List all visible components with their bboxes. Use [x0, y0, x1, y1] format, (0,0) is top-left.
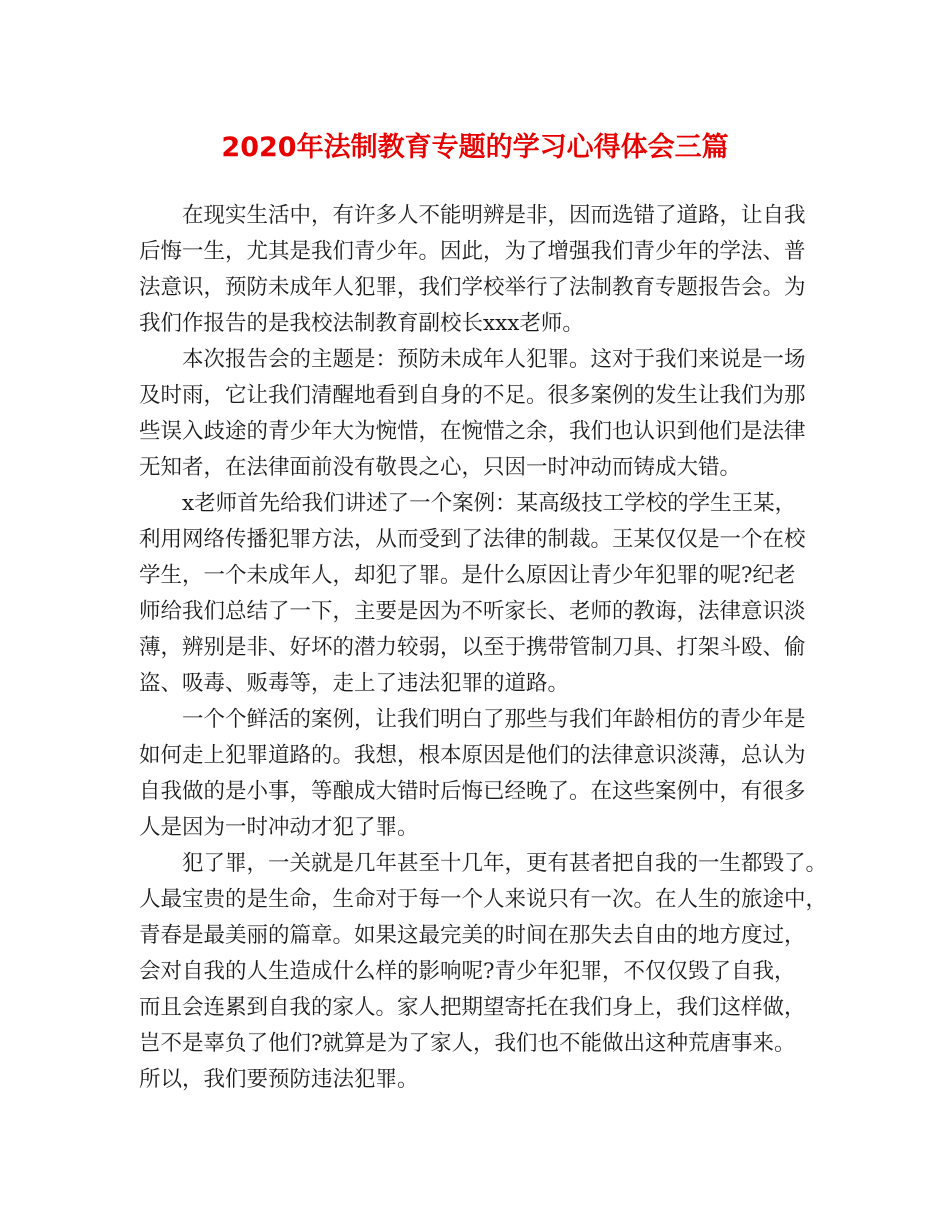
- paragraph: [139, 702, 825, 846]
- paragraph-line: 学生，一个未成年人，却犯了罪。是什么原因让青少年犯罪的呢?纪老: [139, 563, 796, 588]
- paragraph-line: 所以，我们要预防违法犯罪。: [139, 1067, 419, 1092]
- paragraph-line: 无知者，在法律面前没有敬畏之心，只因一时冲动而铸成大错。: [139, 455, 742, 480]
- paragraph-line: 利用网络传播犯罪方法，从而受到了法律的制裁。王某仅仅是一个在校: [139, 527, 806, 552]
- paragraph-line: 青春是最美丽的篇章。如果这最完美的时间在那失去自由的地方度过，: [139, 923, 806, 948]
- paragraph-line: 在现实生活中，有许多人不能明辨是非，因而选错了道路，让自我: [182, 203, 806, 228]
- paragraph: [139, 486, 825, 702]
- paragraph-line: x老师首先给我们讲述了一个案例：某高级技工学校的学生王某，: [182, 491, 797, 516]
- paragraph-line: 一个个鲜活的案例，让我们明白了那些与我们年龄相仿的青少年是: [182, 707, 806, 732]
- paragraph-line: 而且会连累到自我的家人。家人把期望寄托在我们身上，我们这样做，: [139, 995, 806, 1020]
- paragraph-line: 盗、吸毒、贩毒等，走上了违法犯罪的道路。: [139, 671, 570, 696]
- paragraph-line: 法意识，预防未成年人犯罪，我们学校举行了法制教育专题报告会。为: [139, 275, 806, 300]
- paragraph: [139, 342, 825, 486]
- paragraph-line: 师给我们总结了一下，主要是因为不听家长、老师的教诲，法律意识淡: [139, 599, 806, 624]
- paragraph: [139, 846, 828, 1098]
- document-title: 2020年法制教育专题的学习心得体会三篇: [221, 132, 729, 163]
- paragraph-line: 人最宝贵的是生命，生命对于每一个人来说只有一次。在人生的旅途中，: [139, 887, 828, 912]
- paragraph-line: 我们作报告的是我校法制教育副校长xxx老师。: [139, 311, 584, 336]
- paragraph-line: 自我做的是小事，等酿成大错时后悔已经晚了。在这些案例中，有很多: [139, 779, 806, 804]
- paragraph-line: 人是因为一时冲动才犯了罪。: [139, 815, 419, 840]
- paragraph-line: 岂不是辜负了他们?就算是为了家人，我们也不能做出这种荒唐事来。: [139, 1031, 796, 1056]
- paragraph-line: 会对自我的人生造成什么样的影响呢?青少年犯罪，不仅仅毁了自我，: [139, 959, 796, 984]
- paragraph-line: 后悔一生，尤其是我们青少年。因此，为了增强我们青少年的学法、普: [139, 239, 806, 264]
- paragraph-line: 本次报告会的主题是：预防未成年人犯罪。这对于我们来说是一场: [182, 347, 806, 372]
- paragraph-line: 及时雨，它让我们清醒地看到自身的不足。很多案例的发生让我们为那: [139, 383, 806, 408]
- paragraph-line: 如何走上犯罪道路的。我想，根本原因是他们的法律意识淡薄，总认为: [139, 743, 806, 768]
- paragraph-line: 犯了罪，一关就是几年甚至十几年，更有甚者把自我的一生都毁了。: [182, 851, 828, 876]
- paragraph-line: 些误入歧途的青少年大为惋惜，在惋惜之余，我们也认识到他们是法律: [139, 419, 806, 444]
- paragraph: [139, 198, 825, 342]
- document-body: [139, 198, 828, 1098]
- paragraph-line: 薄，辨别是非、好坏的潜力较弱，以至于携带管制刀具、打架斗殴、偷: [139, 635, 806, 660]
